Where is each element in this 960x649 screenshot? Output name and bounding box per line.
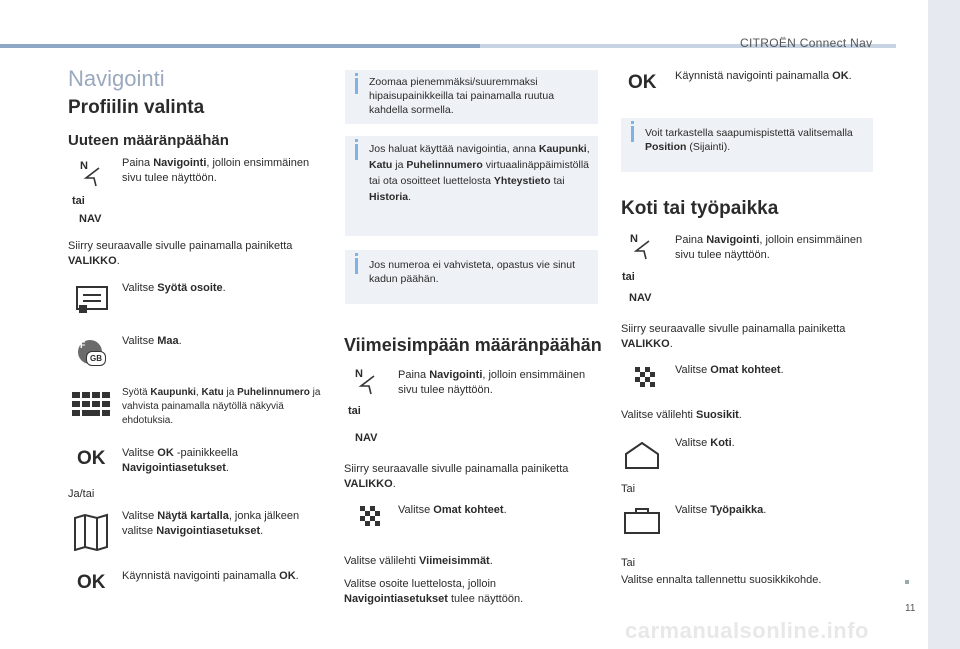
home-step-favorites-tab: Valitse välilehti Suosikit.: [621, 409, 742, 421]
step-enter-city-street: Syötä Kaupunki, Katu ja Puhelinnumero ja vahvista painamalla näytöllä näkyviä ehdotuksia.: [122, 387, 321, 426]
recent-step-my-destinations: Valitse Omat kohteet.: [398, 504, 507, 516]
navigation-input-note: Jos haluat käyttää navigointia, anna Kaupunki, Katu ja Puhelinnumero virtuaalinäppäimistöllä tai ota osoitteet luettelosta Yhteystieto tai Historia.: [345, 136, 598, 236]
ok-button-icon-2: OK: [77, 572, 106, 593]
recent-step-press-navigation: Paina Navigointi, jolloin ensimmäinen sivu tulee näyttöön.: [398, 369, 586, 396]
checkered-flag-icon: [635, 367, 657, 389]
step-confirm-ok: Valitse OK -painikkeella Navigointiasetukset.: [122, 447, 238, 474]
info-icon: [355, 144, 358, 160]
navigation-arrow-icon: [633, 239, 653, 261]
home-icon: [622, 440, 662, 470]
header-bar-blue: [0, 44, 480, 48]
nav-letter-n: N: [80, 160, 88, 172]
info-icon: [631, 126, 634, 142]
brand-label: CITROËN Connect Nav: [740, 36, 873, 50]
home-step-press-navigation: Paina Navigointi, jolloin ensimmäinen sivu tulee näyttöön.: [675, 234, 863, 261]
nav-or-label: tai: [622, 271, 635, 283]
nav-letter-n: N: [630, 233, 638, 245]
new-destination-heading: Uuteen määränpäähän: [68, 132, 229, 149]
home-step-saved-favorite: Valitse ennalta tallennettu suosikkikohde.: [621, 574, 822, 586]
address-entry-icon: [74, 283, 110, 315]
step-show-on-map: Valitse Näytä kartalla, jonka jälkeen valitse Navigointiasetukset.: [122, 510, 300, 537]
nav-or-label: tai: [348, 405, 361, 417]
checkered-flag-icon: [360, 506, 382, 528]
arrival-point-note: Voit tarkastella saapumispistettä valitsemalla Position (Sijainti).: [621, 118, 873, 172]
right-step-start-navigation: Käynnistä navigointi painamalla OK.: [675, 70, 852, 82]
info-icon: [355, 258, 358, 274]
recent-step-select-address: Valitse osoite luettelosta, jolloin Navigointiasetukset tulee näyttöön.: [344, 578, 524, 605]
or-label-1: Tai: [621, 483, 636, 495]
nav-button-label: NAV: [629, 292, 652, 304]
continue-marker: [905, 580, 909, 584]
step-next-page: Siirry seuraavalle sivulle painamalla painiketta VALIKKO.: [68, 240, 293, 267]
zoom-info-note: Zoomaa pienemmäksi/suuremmaksi hipaisupainikkeilla tai painamalla ruutua kahdella sormella.: [345, 70, 598, 124]
number-not-confirmed-note: Jos numeroa ei vahvisteta, opastus vie sinut kadun päähän.: [345, 250, 598, 304]
info-icon: [355, 78, 358, 94]
and-or-label: Ja/tai: [68, 488, 95, 500]
step-select-country: Valitse Maa.: [122, 335, 182, 347]
profile-heading: Profiilin valinta: [68, 97, 205, 118]
briefcase-icon: [622, 506, 662, 534]
step-start-navigation: Käynnistä navigointi painamalla OK.: [122, 570, 299, 582]
navigation-arrow-icon: [83, 166, 103, 188]
home-step-select-work: Valitse Työpaikka.: [675, 504, 767, 516]
navigation-arrow-icon: [358, 374, 378, 396]
ok-button-icon-3: OK: [628, 72, 657, 93]
home-step-next-page: Siirry seuraavalle sivulle painamalla painiketta VALIKKO.: [621, 323, 846, 350]
page-edge-strip: [928, 0, 960, 649]
recent-step-tab: Valitse välilehti Viimeisimmät.: [344, 555, 493, 567]
flag-gb-label: GB: [86, 351, 106, 366]
nav-button-label: NAV: [355, 432, 378, 444]
section-title: Navigointi: [68, 66, 165, 91]
home-work-heading: Koti tai työpaikka: [621, 198, 779, 219]
nav-button-label: NAV: [79, 213, 102, 225]
nav-letter-n: N: [355, 368, 363, 380]
keyboard-icon: [72, 392, 112, 418]
recent-step-next-page: Siirry seuraavalle sivulle painamalla painiketta VALIKKO.: [344, 463, 569, 490]
map-icon: [72, 513, 110, 551]
home-step-select-home: Valitse Koti.: [675, 437, 735, 449]
recent-destination-heading: Viimeisimpään määränpäähän: [344, 335, 602, 355]
watermark-url: carmanualsonline.info: [625, 618, 869, 643]
nav-or-label: tai: [72, 195, 85, 207]
page-number: 11: [905, 603, 916, 614]
or-label-2: Tai: [621, 557, 636, 569]
flag-f-label: F: [80, 340, 86, 350]
step-enter-address: Valitse Syötä osoite.: [122, 282, 226, 294]
ok-button-icon: OK: [77, 448, 106, 469]
step-press-navigation: Paina Navigointi, jolloin ensimmäinen sivu tulee näyttöön.: [122, 157, 310, 184]
home-step-my-destinations: Valitse Omat kohteet.: [675, 364, 784, 376]
